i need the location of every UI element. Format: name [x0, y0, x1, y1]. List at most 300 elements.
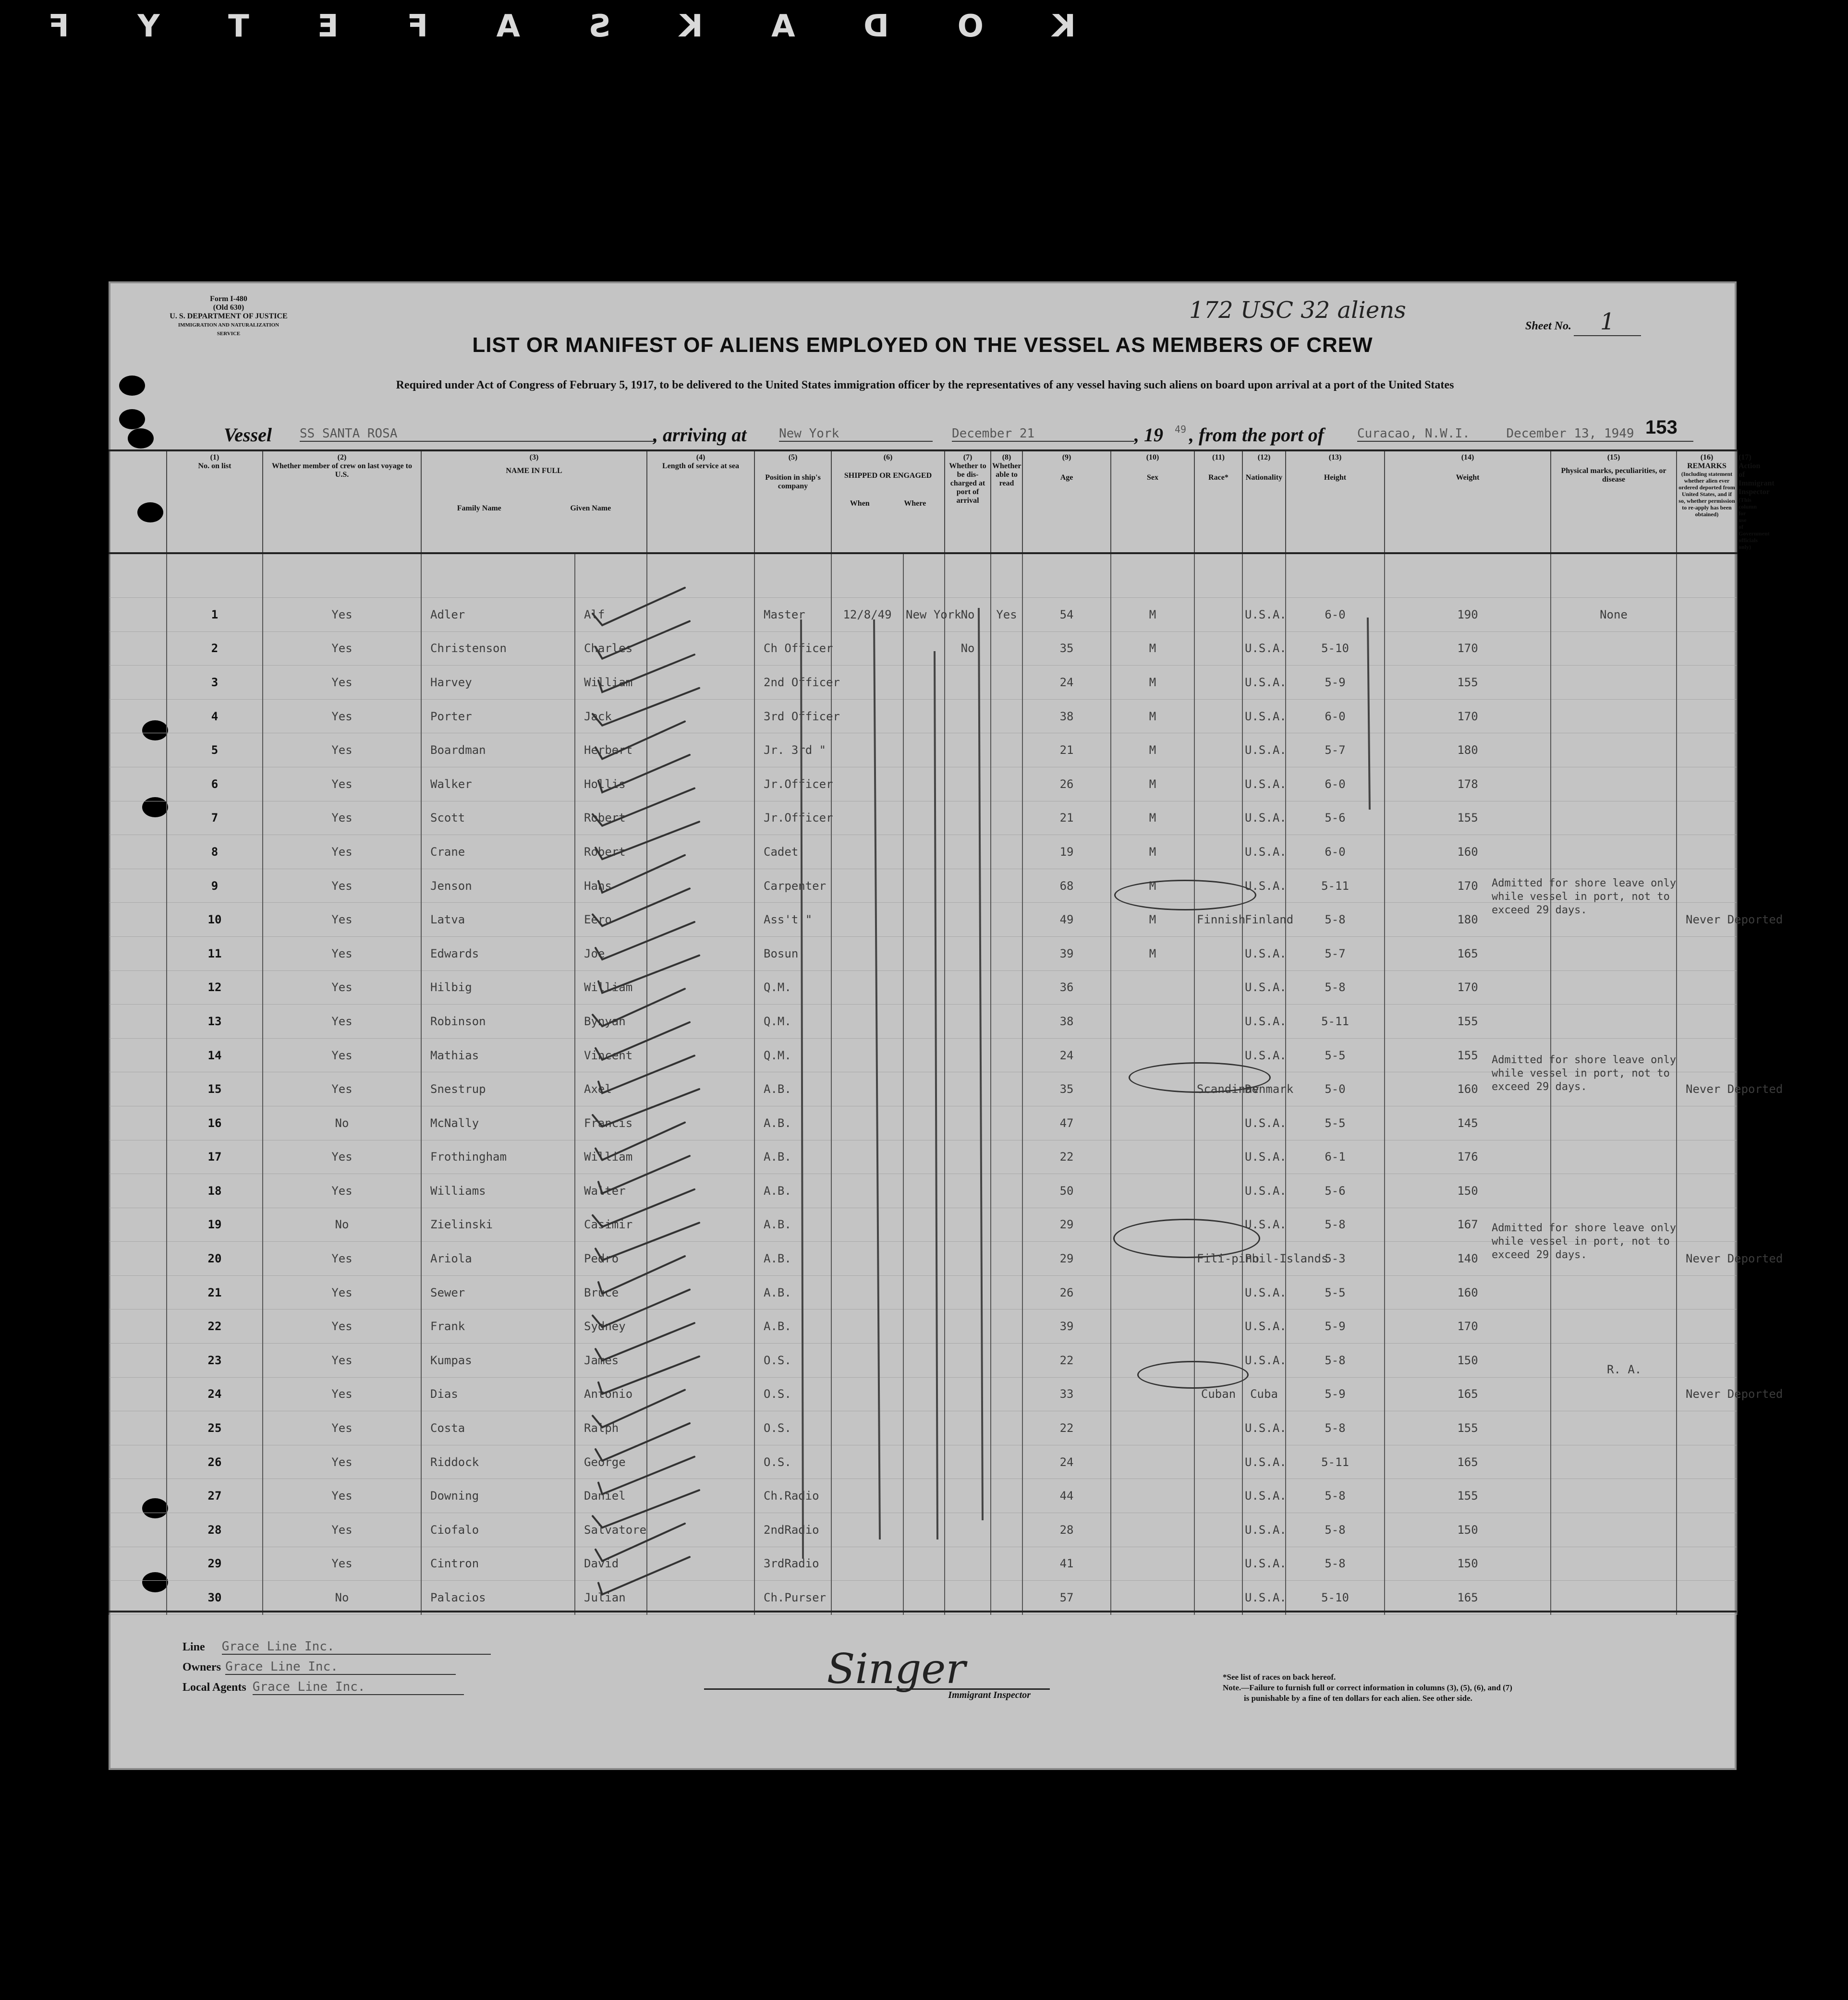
age: 29 — [1022, 1208, 1111, 1242]
previous-voyage: No — [263, 1581, 421, 1615]
row-number: 11 — [167, 936, 263, 970]
check-mark — [596, 1123, 685, 1160]
previous-voyage: Yes — [263, 869, 421, 903]
check-mark — [593, 989, 685, 1026]
film-edge-char: Y — [137, 9, 160, 44]
weight: 155 — [1385, 1479, 1551, 1513]
col-name: (3) NAME IN FULL Family Name Given Name — [421, 450, 647, 553]
races-note: *See list of races on back hereof. — [1223, 1673, 1336, 1682]
row-number: 4 — [167, 699, 263, 733]
age: 22 — [1022, 1140, 1111, 1174]
check-mark — [596, 1323, 694, 1360]
height: 5-3 — [1286, 1242, 1385, 1276]
check-mark — [593, 1089, 699, 1127]
weight: 155 — [1385, 1005, 1551, 1039]
age: 24 — [1022, 1038, 1111, 1072]
previous-voyage: Yes — [263, 970, 421, 1005]
family-name: Ariola — [421, 1242, 575, 1276]
position: A.B. — [754, 1140, 831, 1174]
row-number: 10 — [167, 903, 263, 937]
weight: 145 — [1385, 1106, 1551, 1140]
height: 5-11 — [1286, 869, 1385, 903]
weight: 155 — [1385, 666, 1551, 700]
manifest-sheet — [109, 281, 1783, 1770]
year-suffix: 49 — [1175, 424, 1187, 435]
nationality: U.S.A. — [1242, 1445, 1286, 1479]
given-name: Eero — [575, 903, 647, 937]
given-name: William — [575, 666, 647, 700]
nationality: U.S.A. — [1242, 1208, 1286, 1242]
family-name: Williams — [421, 1174, 575, 1208]
previous-voyage: Yes — [263, 1242, 421, 1276]
given-name: William — [575, 970, 647, 1005]
previous-voyage: Yes — [263, 801, 421, 835]
age: 26 — [1022, 1275, 1111, 1309]
nationality: U.S.A. — [1242, 1581, 1286, 1615]
height: 5-9 — [1286, 1309, 1385, 1344]
height: 5-8 — [1286, 1513, 1385, 1547]
given-name: Bynyan — [575, 1005, 647, 1039]
agents-label: Local Agents — [182, 1681, 246, 1694]
weight: 155 — [1385, 801, 1551, 835]
ditto-lines — [801, 608, 1370, 1559]
age: 41 — [1022, 1547, 1111, 1581]
nationality: U.S.A. — [1242, 1275, 1286, 1309]
family-name: Downing — [421, 1479, 575, 1513]
row-number: 16 — [167, 1106, 263, 1140]
previous-voyage: Yes — [263, 699, 421, 733]
height: 5-5 — [1286, 1106, 1385, 1140]
family-name: Edwards — [421, 936, 575, 970]
height: 5-8 — [1286, 1411, 1385, 1445]
film-edge-char: A — [496, 9, 521, 44]
nationality: U.S.A. — [1242, 1411, 1286, 1445]
weight: 170 — [1385, 869, 1551, 903]
given-name: Walter — [575, 1174, 647, 1208]
family-name: Adler — [421, 598, 575, 632]
row-number: 3 — [167, 666, 263, 700]
check-mark — [596, 922, 694, 959]
film-edge-char: F — [48, 9, 69, 44]
previous-voyage: Yes — [263, 598, 421, 632]
age: 24 — [1022, 666, 1111, 700]
age: 47 — [1022, 1106, 1111, 1140]
row-number: 7 — [167, 801, 263, 835]
col-family-name: Family Name — [457, 504, 501, 512]
film-edge-char: K — [1052, 9, 1076, 44]
age: 50 — [1022, 1174, 1111, 1208]
age: 57 — [1022, 1581, 1111, 1615]
film-edge-text — [48, 9, 1076, 44]
previous-voyage: Yes — [263, 733, 421, 767]
given-name: Hollis — [575, 767, 647, 801]
inspector-signature-block — [704, 1645, 1050, 1701]
check-mark — [596, 721, 685, 759]
able-to-read: Yes — [991, 598, 1022, 632]
row-number: 6 — [167, 767, 263, 801]
given-name: Bruce — [575, 1275, 647, 1309]
row-number: 12 — [167, 970, 263, 1005]
col-shipped: (6) SHIPPED OR ENGAGED When Where — [831, 450, 945, 553]
given-name: Sydney — [575, 1309, 647, 1344]
vessel-label: Vessel — [224, 424, 272, 446]
row-number: 9 — [167, 869, 263, 903]
height: 6-0 — [1286, 699, 1385, 733]
check-mark — [593, 1290, 690, 1327]
height: 5-9 — [1286, 1377, 1385, 1411]
action-line: while vessel in port, not to — [1492, 1067, 1670, 1079]
position: 2nd Officer — [754, 666, 831, 700]
given-name: Francis — [575, 1106, 647, 1140]
remarks: Never Deported — [1677, 903, 1737, 937]
sex: M — [1111, 699, 1194, 733]
family-name: Frothingham — [421, 1140, 575, 1174]
given-name: David — [575, 1547, 647, 1581]
footer-line — [182, 1639, 491, 1655]
row-number: 17 — [167, 1140, 263, 1174]
action-line: while vessel in port, not to — [1492, 1236, 1670, 1248]
age: 39 — [1022, 1309, 1111, 1344]
departure-port: Curacao, N.W.I. — [1357, 426, 1470, 441]
arrival-date: December 21 — [952, 426, 1134, 442]
from-port-label: , from the port of — [1189, 424, 1325, 446]
nationality: U.S.A. — [1242, 1309, 1286, 1344]
family-name: Ciofalo — [421, 1513, 575, 1547]
given-name: Axel — [575, 1072, 647, 1106]
col-when: When — [850, 499, 870, 508]
height: 5-0 — [1286, 1072, 1385, 1106]
nationality: U.S.A. — [1242, 699, 1286, 733]
family-name: Kumpas — [421, 1344, 575, 1378]
previous-voyage: Yes — [263, 1174, 421, 1208]
check-mark — [598, 1357, 699, 1394]
given-name: George — [575, 1445, 647, 1479]
footer-owners — [182, 1660, 456, 1675]
weight: 165 — [1385, 936, 1551, 970]
action-line: while vessel in port, not to — [1492, 891, 1670, 903]
weight: 160 — [1385, 835, 1551, 869]
family-name: Jenson — [421, 869, 575, 903]
previous-voyage: Yes — [263, 1344, 421, 1378]
family-name: Crane — [421, 835, 575, 869]
nationality: U.S.A. — [1242, 1005, 1286, 1039]
row-number: 20 — [167, 1242, 263, 1276]
position: Q.M. — [754, 970, 831, 1005]
height: 5-8 — [1286, 1344, 1385, 1378]
inspector-signature: Singer — [827, 1645, 966, 1693]
previous-voyage: Yes — [263, 1513, 421, 1547]
shipped-where: New York — [903, 598, 945, 632]
family-name: Latva — [421, 903, 575, 937]
position: O.S. — [754, 1445, 831, 1479]
given-name: Ralph — [575, 1411, 647, 1445]
row-number: 1 — [167, 598, 263, 632]
nationality: U.S.A. — [1242, 1174, 1286, 1208]
nationality: U.S.A. — [1242, 767, 1286, 801]
page-number: 153 — [1645, 417, 1678, 438]
sex: M — [1111, 936, 1194, 970]
action-line: Admitted for shore leave only — [1492, 877, 1677, 889]
row-number: 21 — [167, 1275, 263, 1309]
weight: 155 — [1385, 1038, 1551, 1072]
weight: 150 — [1385, 1174, 1551, 1208]
age: 22 — [1022, 1411, 1111, 1445]
film-edge-char: T — [228, 9, 249, 44]
row-number: 27 — [167, 1479, 263, 1513]
weight: 170 — [1385, 1309, 1551, 1344]
year-prefix: , 19 — [1134, 424, 1163, 446]
age: 44 — [1022, 1479, 1111, 1513]
given-name: Vincent — [575, 1038, 647, 1072]
race: Finnish — [1194, 903, 1242, 937]
row-number: 8 — [167, 835, 263, 869]
check-mark — [593, 1390, 685, 1427]
inspector-label: Immigrant Inspector — [948, 1690, 1031, 1700]
sex: M — [1111, 835, 1194, 869]
height: 5-10 — [1286, 631, 1385, 666]
check-mark — [598, 1457, 694, 1494]
family-name: Riddock — [421, 1445, 575, 1479]
family-name: Sewer — [421, 1275, 575, 1309]
age: 29 — [1022, 1242, 1111, 1276]
page-subtitle: Required under Act of Congress of February 5, 1917, to be delivered to the United States immigration officer by the representatives of any vessel having such aliens on board upon arrival at a port of the United States — [396, 379, 1454, 391]
sheet-label: Sheet No. — [1525, 320, 1571, 332]
nationality: U.S.A. — [1242, 631, 1286, 666]
age: 22 — [1022, 1344, 1111, 1378]
col-remarks: (16) REMARKS (Including statement whether alien ever ordered deported from United States, and if so, whether permission to re-apply has been obtained) — [1677, 450, 1737, 553]
col-read: (8) Whether able to read — [991, 450, 1022, 553]
age: 28 — [1022, 1513, 1111, 1547]
pencil-check-marks — [109, 281, 1737, 1770]
given-name: William — [575, 1140, 647, 1174]
family-name: Hilbig — [421, 970, 575, 1005]
check-mark — [596, 1223, 699, 1260]
check-mark — [596, 1022, 690, 1060]
service-name: IMMIGRATION AND NATURALIZATION SERVICE — [178, 322, 280, 337]
check-mark — [598, 1055, 694, 1093]
footer-notes — [1223, 1672, 1512, 1704]
weight: 150 — [1385, 1344, 1551, 1378]
previous-voyage: Yes — [263, 1377, 421, 1411]
vessel-name: SS SANTA ROSA — [300, 426, 655, 442]
position: Master — [754, 598, 831, 632]
family-name: McNally — [421, 1106, 575, 1140]
nationality: U.S.A. — [1242, 598, 1286, 632]
remarks: Never Deported — [1677, 1377, 1737, 1411]
check-mark — [598, 1557, 690, 1594]
height: 6-0 — [1286, 598, 1385, 632]
col-age: (9) Age — [1022, 450, 1111, 553]
age: 39 — [1022, 936, 1111, 970]
family-name: Christenson — [421, 631, 575, 666]
check-mark — [593, 788, 694, 826]
nationality: U.S.A. — [1242, 1106, 1286, 1140]
position: Bosun — [754, 936, 831, 970]
height: 5-5 — [1286, 1275, 1385, 1309]
previous-voyage: Yes — [263, 1479, 421, 1513]
check-mark — [593, 1189, 694, 1227]
height: 5-8 — [1286, 1208, 1385, 1242]
height: 5-5 — [1286, 1038, 1385, 1072]
given-name: Julian — [575, 1581, 647, 1615]
row-number: 25 — [167, 1411, 263, 1445]
departure-date: December 13, 1949 — [1506, 426, 1634, 441]
height: 5-8 — [1286, 903, 1385, 937]
discharged: No — [945, 631, 991, 666]
race: Fili-pino — [1194, 1242, 1242, 1276]
check-mark — [598, 655, 694, 692]
given-name: Robert — [575, 801, 647, 835]
previous-voyage: Yes — [263, 936, 421, 970]
given-name: Herbert — [575, 733, 647, 767]
nationality: U.S.A. — [1242, 801, 1286, 835]
given-name: Salvatore — [575, 1513, 647, 1547]
line-value: Grace Line Inc. — [222, 1639, 491, 1655]
previous-voyage: Yes — [263, 1411, 421, 1445]
row-number: 24 — [167, 1377, 263, 1411]
weight: 160 — [1385, 1275, 1551, 1309]
height: 5-6 — [1286, 801, 1385, 835]
position: Jr. 3rd " — [754, 733, 831, 767]
family-name: Boardman — [421, 733, 575, 767]
nationality: U.S.A. — [1242, 1513, 1286, 1547]
nationality: U.S.A. — [1242, 1140, 1286, 1174]
nationality: U.S.A. — [1242, 835, 1286, 869]
age: 19 — [1022, 835, 1111, 869]
sex: M — [1111, 767, 1194, 801]
family-name: Snestrup — [421, 1072, 575, 1106]
check-mark — [593, 588, 685, 625]
height: 5-7 — [1286, 733, 1385, 767]
col-given-name: Given Name — [570, 504, 611, 512]
action-line: exceed 29 days. — [1492, 1249, 1587, 1261]
family-name: Palacios — [421, 1581, 575, 1615]
footer-agents — [182, 1680, 464, 1695]
position: 2ndRadio — [754, 1513, 831, 1547]
check-mark — [593, 688, 699, 726]
age: 33 — [1022, 1377, 1111, 1411]
nationality: U.S.A. — [1242, 1547, 1286, 1581]
col-height: (13) Height — [1286, 450, 1385, 553]
position: A.B. — [754, 1208, 831, 1242]
row-number: 19 — [167, 1208, 263, 1242]
film-edge-char: S — [588, 9, 611, 44]
position: O.S. — [754, 1344, 831, 1378]
row-number: 22 — [167, 1309, 263, 1344]
weight: 165 — [1385, 1581, 1551, 1615]
height: 5-11 — [1286, 1445, 1385, 1479]
previous-voyage: Yes — [263, 1072, 421, 1106]
weight: 140 — [1385, 1242, 1551, 1276]
position: Carpenter — [754, 869, 831, 903]
row-number: 29 — [167, 1547, 263, 1581]
action-line: exceed 29 days. — [1492, 1081, 1587, 1093]
discharged: No — [945, 598, 991, 632]
family-name: Porter — [421, 699, 575, 733]
nationality: U.S.A. — [1242, 936, 1286, 970]
col-where: Where — [904, 499, 926, 508]
row-number: 23 — [167, 1344, 263, 1378]
action-line: Admitted for shore leave only — [1492, 1054, 1677, 1066]
position: 3rd Officer — [754, 699, 831, 733]
previous-voyage: Yes — [263, 767, 421, 801]
row-number: 28 — [167, 1513, 263, 1547]
family-name: Frank — [421, 1309, 575, 1344]
nationality: Phil-Islands — [1242, 1242, 1286, 1276]
weight: 170 — [1385, 631, 1551, 666]
position: Q.M. — [754, 1038, 831, 1072]
check-mark — [598, 1256, 685, 1294]
check-mark — [598, 956, 699, 993]
age: 49 — [1022, 903, 1111, 937]
height: 5-8 — [1286, 1479, 1385, 1513]
previous-voyage: Yes — [263, 1275, 421, 1309]
position: A.B. — [754, 1072, 831, 1106]
weight: 150 — [1385, 1513, 1551, 1547]
check-mark — [598, 1156, 690, 1193]
col-marks: (15) Physical marks, peculiarities, or disease — [1551, 450, 1677, 553]
check-mark — [593, 888, 690, 926]
position: Ch.Purser — [754, 1581, 831, 1615]
age: 38 — [1022, 699, 1111, 733]
age: 26 — [1022, 767, 1111, 801]
given-name: Robert — [575, 835, 647, 869]
age: 38 — [1022, 1005, 1111, 1039]
race: Scandinav — [1194, 1072, 1242, 1106]
col-nationality: (12) Nationality — [1242, 450, 1286, 553]
col-sex: (10) Sex — [1111, 450, 1194, 553]
weight: 165 — [1385, 1377, 1551, 1411]
sheet-number: 1 — [1574, 308, 1641, 336]
weight: 160 — [1385, 1072, 1551, 1106]
col-service-length: (4) Length of service at sea — [647, 450, 754, 553]
height: 5-7 — [1286, 936, 1385, 970]
check-mark — [598, 755, 690, 792]
row-number: 18 — [167, 1174, 263, 1208]
given-name: James — [575, 1344, 647, 1378]
action-line: Admitted for shore leave only — [1492, 1222, 1677, 1234]
film-edge-char: K — [679, 9, 703, 44]
position: A.B. — [754, 1106, 831, 1140]
check-mark — [596, 621, 690, 659]
row-number: 13 — [167, 1005, 263, 1039]
sex: M — [1111, 598, 1194, 632]
previous-voyage: Yes — [263, 1038, 421, 1072]
age: 21 — [1022, 801, 1111, 835]
age: 24 — [1022, 1445, 1111, 1479]
col-no: (1) No. on list — [167, 450, 263, 553]
height: 5-11 — [1286, 1005, 1385, 1039]
weight: 155 — [1385, 1411, 1551, 1445]
age: 21 — [1022, 733, 1111, 767]
age: 35 — [1022, 631, 1111, 666]
table-bottom-rule — [109, 1611, 1737, 1612]
family-name: Walker — [421, 767, 575, 801]
age: 36 — [1022, 970, 1111, 1005]
given-name: Joe — [575, 936, 647, 970]
nationality: U.S.A. — [1242, 1038, 1286, 1072]
previous-voyage: No — [263, 1208, 421, 1242]
height: 5-8 — [1286, 970, 1385, 1005]
nationality: U.S.A. — [1242, 666, 1286, 700]
position: A.B. — [754, 1275, 831, 1309]
age: 68 — [1022, 869, 1111, 903]
previous-voyage: Yes — [263, 1445, 421, 1479]
previous-voyage: Yes — [263, 1309, 421, 1344]
height: 6-0 — [1286, 767, 1385, 801]
nationality: U.S.A. — [1242, 1479, 1286, 1513]
weight: 170 — [1385, 970, 1551, 1005]
